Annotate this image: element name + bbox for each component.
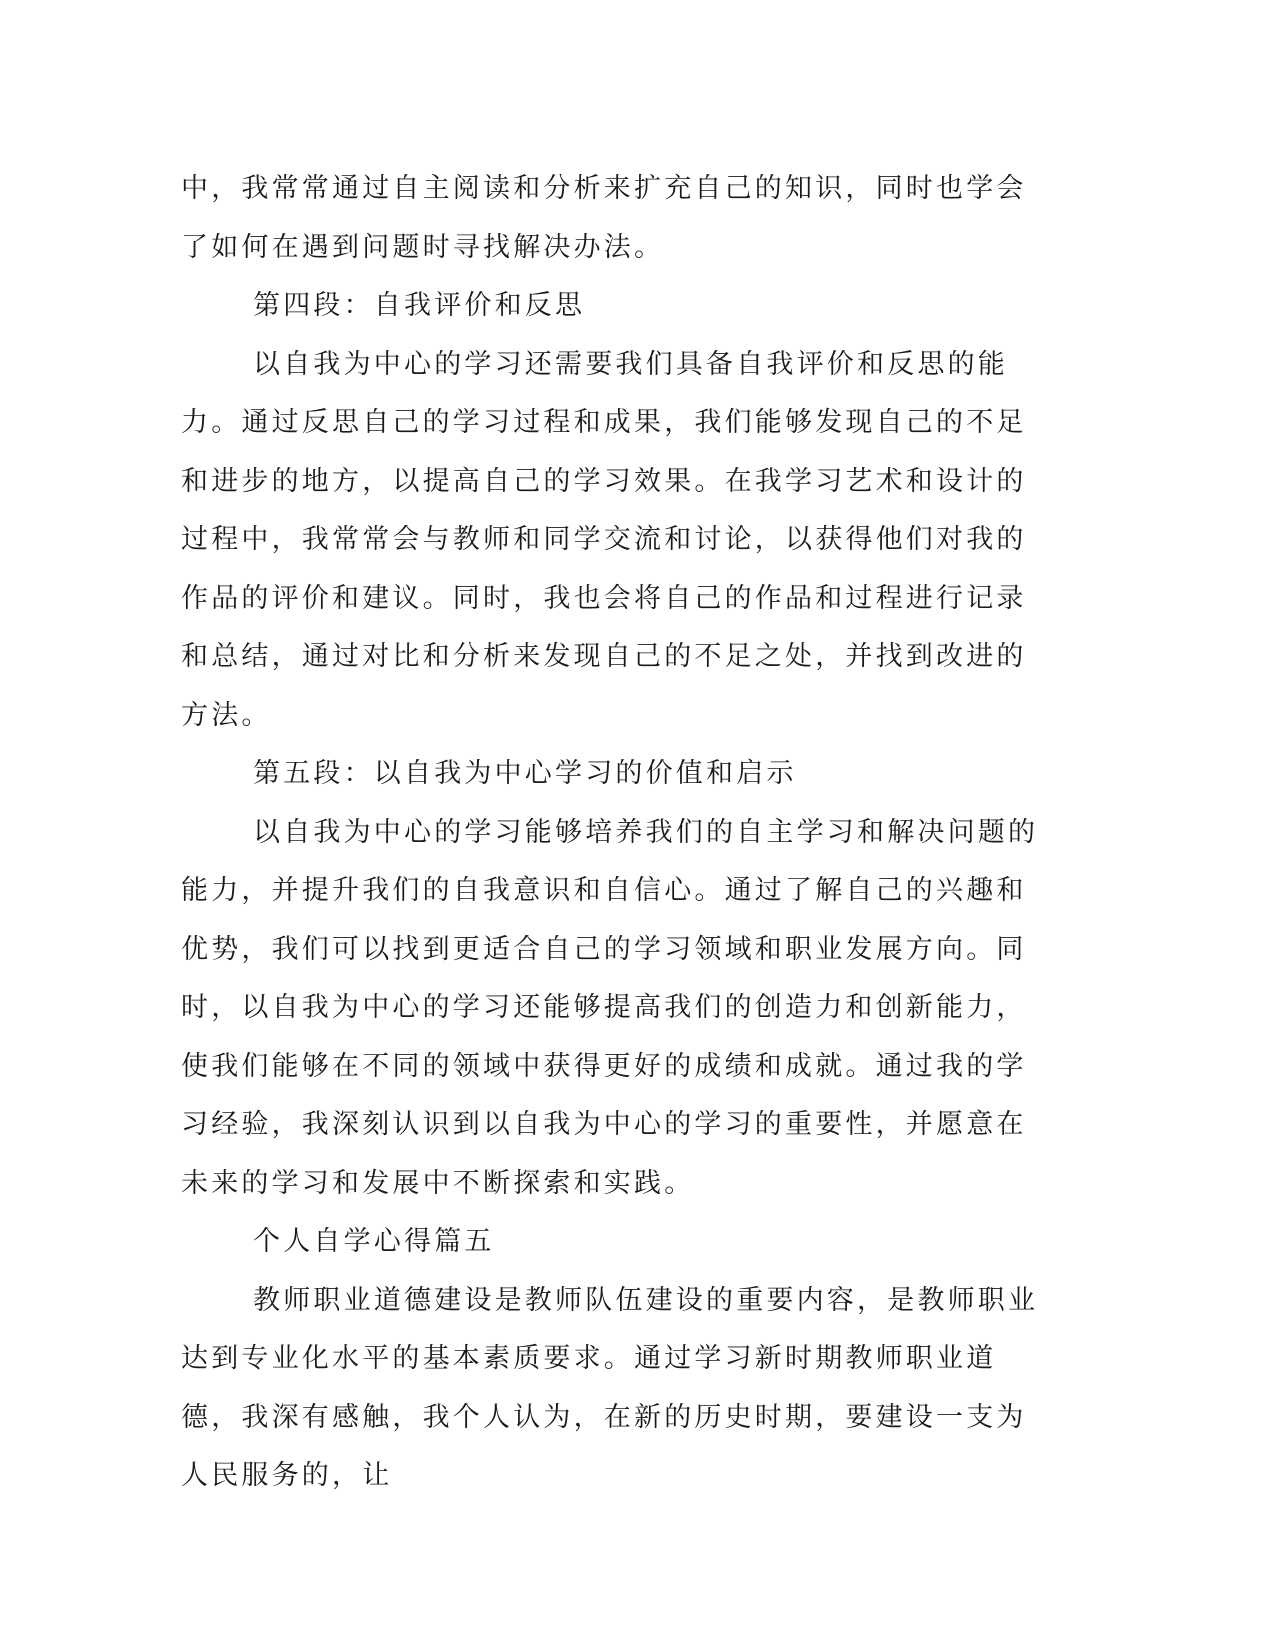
document-body — [181, 160, 1041, 1506]
section-heading-four: 第四段：自我评价和反思 — [253, 290, 586, 321]
article-heading: 个人自学心得篇五 — [253, 1226, 495, 1257]
paragraph-value-insight: 以自我为中心的学习能够培养我们的自主学习和解决问题的能力，并提升我们的自我意识和自信心。通过了解自己的兴趣和优势，我们可以找到更适合自己的学习领域和职业发展方向。同时，以自我为中心的学习还能够提高我们的创造力和创新能力，使我们能够在不同的领域中获得更好的成绩和成就。通过我的学习经验，我深刻认识到以自我为中心的学习的重要性，并愿意在未来的学习和发展中不断探索和实践。 — [181, 816, 1039, 1199]
paragraph-teacher-ethics: 教师职业道德建设是教师队伍建设的重要内容，是教师职业达到专业化水平的基本素质要求。通过学习新时期教师职业道德，我深有感触，我个人认为，在新的历史时期，要建设一支为人民服务的，让 — [181, 1284, 1039, 1491]
paragraph-continuation: 中，我常常通过自主阅读和分析来扩充自己的知识，同时也学会了如何在遇到问题时寻找解决办法。 — [181, 173, 1027, 263]
section-heading-five: 第五段：以自我为中心学习的价值和启示 — [253, 758, 797, 789]
paragraph-self-evaluation: 以自我为中心的学习还需要我们具备自我评价和反思的能力。通过反思自己的学习过程和成果，我们能够发现自己的不足和进步的地方，以提高自己的学习效果。在我学习艺术和设计的过程中，我常常会与教师和同学交流和讨论，以获得他们对我的作品的评价和建议。同时，我也会将自己的作品和过程进行记录和总结，通过对比和分析来发现自己的不足之处，并找到改进的方法。 — [181, 348, 1027, 731]
